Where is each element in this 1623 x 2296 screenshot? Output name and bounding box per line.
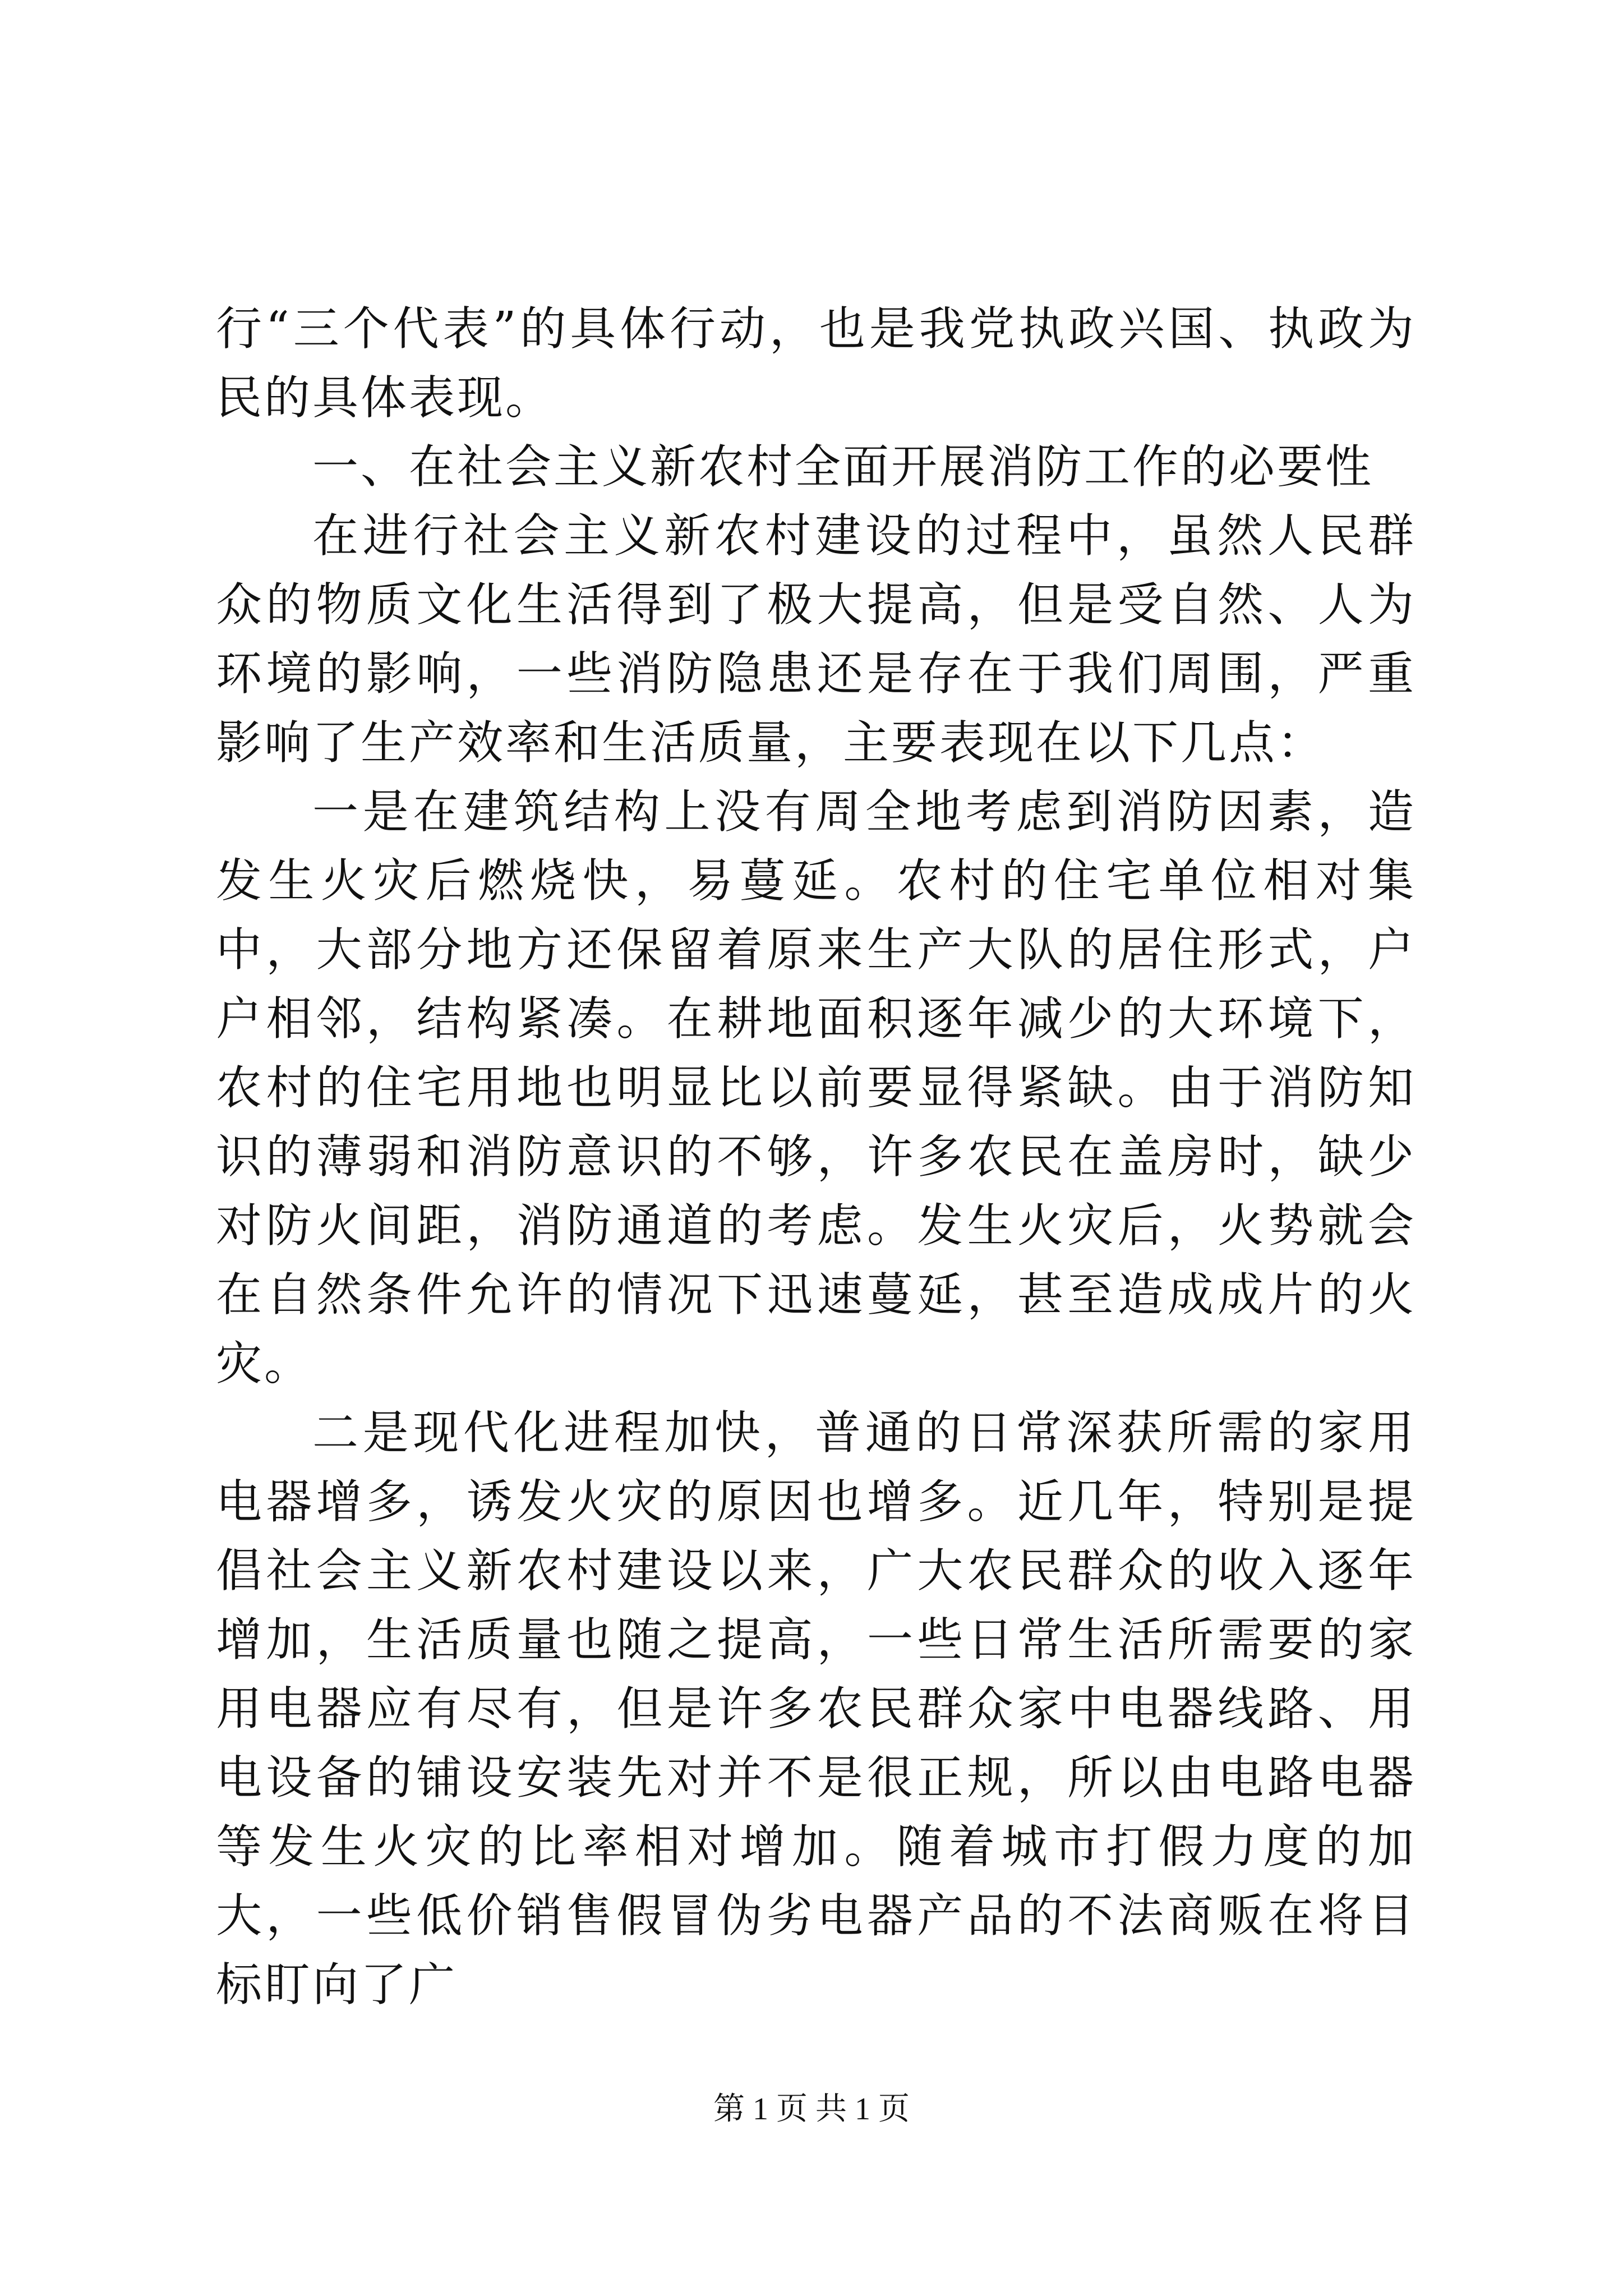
paragraph-point-one: 一是在建筑结构上没有周全地考虑到消防因素，造发生火灾后燃烧快，易蔓延。农村的住宅单位相对集中，大部分地方还保留着原来生产大队的居住形式，户户相邻，结构紧凑。在耕地面积逐年减少的大环境下，农村的住宅用地也明显比以前要显得紧缺。由于消防知识的薄弱和消防意识的不够，许多农民在盖房时，缺少对防火间距，消防通道的考虑。发生火灾后，火势就会在自然条件允许的情况下迅速蔓延，甚至造成成片的火灾。	[216, 785, 1416, 1391]
page-footer: 第 1 页 共 1 页	[713, 2092, 910, 2127]
paragraph-intro: 在进行社会主义新农村建设的过程中，虽然人民群众的物质文化生活得到了极大提高，但是受自然、人为环境的影响，一些消防隐患还是存在于我们周围，严重影响了生产效率和生活质量，主要表现在以下几点：	[216, 509, 1416, 770]
section-heading: 一、在社会主义新农村全面开展消防工作的必要性	[312, 440, 1374, 494]
paragraph-point-two: 二是现代化进程加快，普通的日常深获所需的家用电器增多，诱发火灾的原因也增多。近几年，特别是提倡社会主义新农村建设以来，广大农民群众的收入逐年增加，生活质量也随之提高，一些日常生活所需要的家用电器应有尽有，但是许多农民群众家中电器线路、用电设备的铺设安装先对并不是很正规，所以由电路电器等发生火灾的比率相对增加。随着城市打假力度的加大，一些低价销售假冒伪劣电器产品的不法商贩在将目标盯向了广	[216, 1406, 1416, 2012]
paragraph-continuation: 行“三个代表”的具体行动，也是我党执政兴国、执政为民的具体表现。	[216, 302, 1416, 425]
document-body	[216, 295, 1416, 2019]
